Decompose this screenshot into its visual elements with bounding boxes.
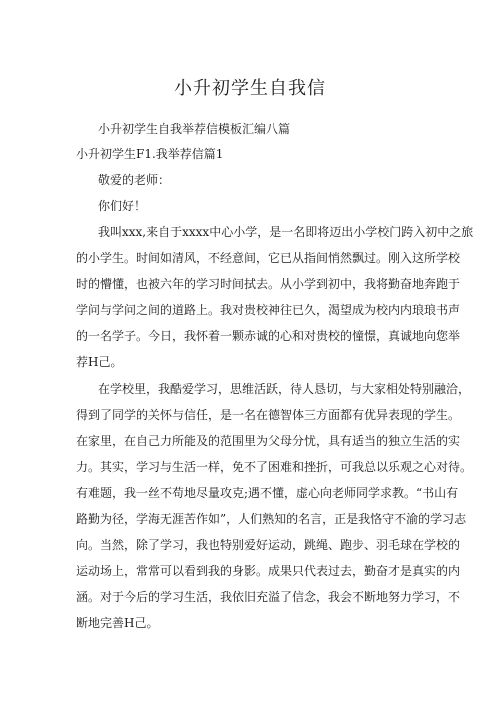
paragraph2-line: 力。其实，学习与生活一样，免不了困难和挫折，可我总以乐观之心对待。 bbox=[76, 460, 473, 474]
paragraph1-line: 的一名学子。今日，我怀着一颗赤诚的心和对贵校的憧憬，真诚地向您举 bbox=[76, 329, 461, 343]
paragraph1-line: 的小学生。时间如清风，不经意间，它已从指间悄然飘过。刚入这所学校 bbox=[76, 251, 461, 265]
document-subtitle: 小升初学生自我举荐信模板汇编八篇 bbox=[98, 122, 291, 136]
paragraph2-line: 运动场上，常常可以看到我的身影。成果只代表过去，勤奋才是真实的内 bbox=[76, 564, 461, 578]
paragraph1-line: 荐H己。 bbox=[76, 355, 123, 369]
paragraph2-line: 路勤为径，学海无涯苦作如”，人们熟知的名言，正是我恪守不渝的学习志 bbox=[76, 512, 467, 526]
paragraph2-line: 在家里，在自己力所能及的范围里为父母分忧，具有适当的独立生活的实 bbox=[76, 434, 461, 448]
paragraph2-line: 向。当然，除了学习，我也特别爱好运动，跳绳、跑步、羽毛球在学校的 bbox=[76, 538, 461, 552]
salutation: 敬爱的老师： bbox=[98, 173, 171, 187]
paragraph1-line: 学问与学问之间的道路上。我对贵校神往已久，渴望成为校内内琅琅书声 bbox=[76, 303, 461, 317]
section-heading: 小升初学生F1.我举荐信篇1 bbox=[76, 147, 224, 161]
paragraph2-line: 断地完善H己。 bbox=[76, 616, 159, 630]
paragraph2-line: 有难题，我一丝不苟地尽量攻克;遇不懂，虚心向老师同学求教。“书山有 bbox=[76, 486, 459, 500]
paragraph2-line: 涵。对于今后的学习生活，我依旧充溢了信念，我会不断地努力学习，不 bbox=[76, 590, 461, 604]
paragraph1-line: 我叫xxx,来自于xxxx中心小学，是一名即将迈出小学校门跨入初中之旅 bbox=[98, 225, 474, 239]
document-title: 小升初学生自我信 bbox=[174, 78, 326, 99]
paragraph2-line: 在学校里，我酷爱学习，思维活跃，待人恳切，与大家相处特别融洽， bbox=[98, 382, 471, 396]
paragraph1-line: 时的懵懂，也被六年的学习时间拭去。从小学到初中，我将勤奋地奔跑于 bbox=[76, 277, 461, 291]
greeting: 你们好！ bbox=[98, 199, 147, 213]
paragraph2-line: 得到了同学的关怀与信任，是一名在德智体三方面都有优异表现的学生。 bbox=[76, 408, 461, 422]
